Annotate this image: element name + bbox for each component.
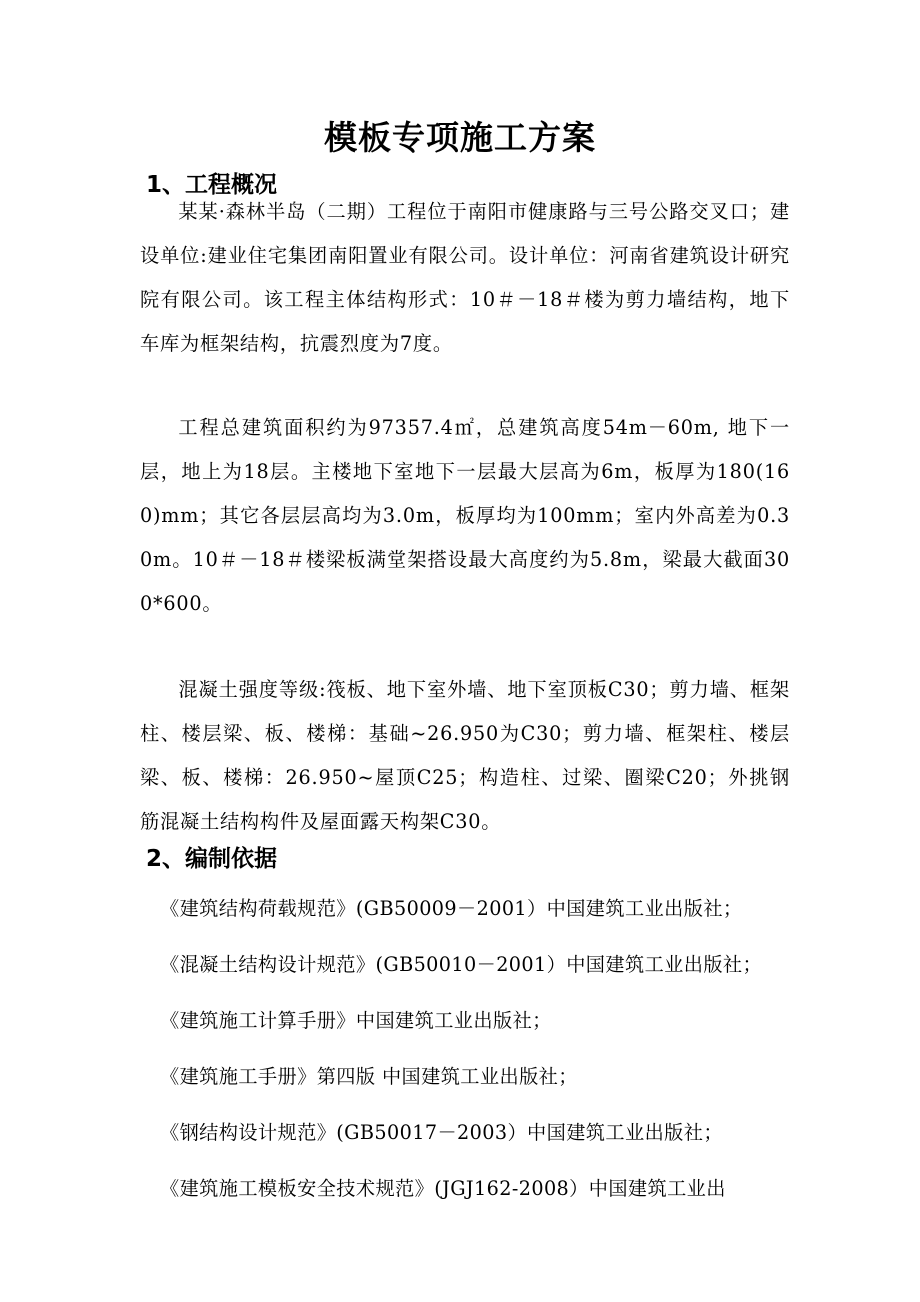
paragraph-project-location: 某某·森林半岛（二期）工程位于南阳市健康路与三号公路交叉口；建设单位:建业住宅集团南阳置业有限公司。设计单位：河南省建筑设计研究院有限公司。该工程主体结构形式：10＃－18＃楼为剪力墙结构，地下车库为框架结构，抗震烈度为7度。 — [140, 200, 790, 355]
reference-item: 《混凝土结构设计规范》(GB50010－2001）中国建筑工业出版社； — [160, 953, 763, 976]
section-heading-basis: 2、编制依据 — [146, 846, 278, 872]
paragraph-building-area: 工程总建筑面积约为97357.4㎡，总建筑高度54m－60m, 地下一层，地上为18层。主楼地下室地下一层最大层高为6m，板厚为180(160)mm；其它各层层高均为3.0m，板厚均为100mm；室内外高差为0.30m。10＃－18＃楼梁板满堂架搭设最大高度约为5.8m，梁最大截面300*600。 — [140, 416, 790, 615]
reference-item: 《建筑施工模板安全技术规范》(JGJ162-2008）中国建筑工业出 — [160, 1177, 726, 1200]
reference-item: 《建筑施工计算手册》中国建筑工业出版社； — [160, 1009, 552, 1032]
section-heading-project-overview: 1、工程概况 — [146, 172, 278, 198]
reference-item: 《建筑施工手册》第四版 中国建筑工业出版社； — [160, 1065, 578, 1088]
reference-item: 《钢结构设计规范》(GB50017－2003）中国建筑工业出版社； — [160, 1121, 723, 1144]
document-title: 模板专项施工方案 — [324, 118, 596, 157]
reference-item: 《建筑结构荷载规范》(GB50009－2001）中国建筑工业出版社； — [160, 897, 743, 920]
paragraph-concrete-grade: 混凝土强度等级:筏板、地下室外墙、地下室顶板C30；剪力墙、框架柱、楼层梁、板、楼梯：基础~26.950为C30；剪力墙、框架柱、楼层梁、板、楼梯：26.950~屋顶C25；构造柱、过梁、圈梁C20；外挑钢筋混凝土结构构件及屋面露天构架C30。 — [140, 678, 790, 833]
